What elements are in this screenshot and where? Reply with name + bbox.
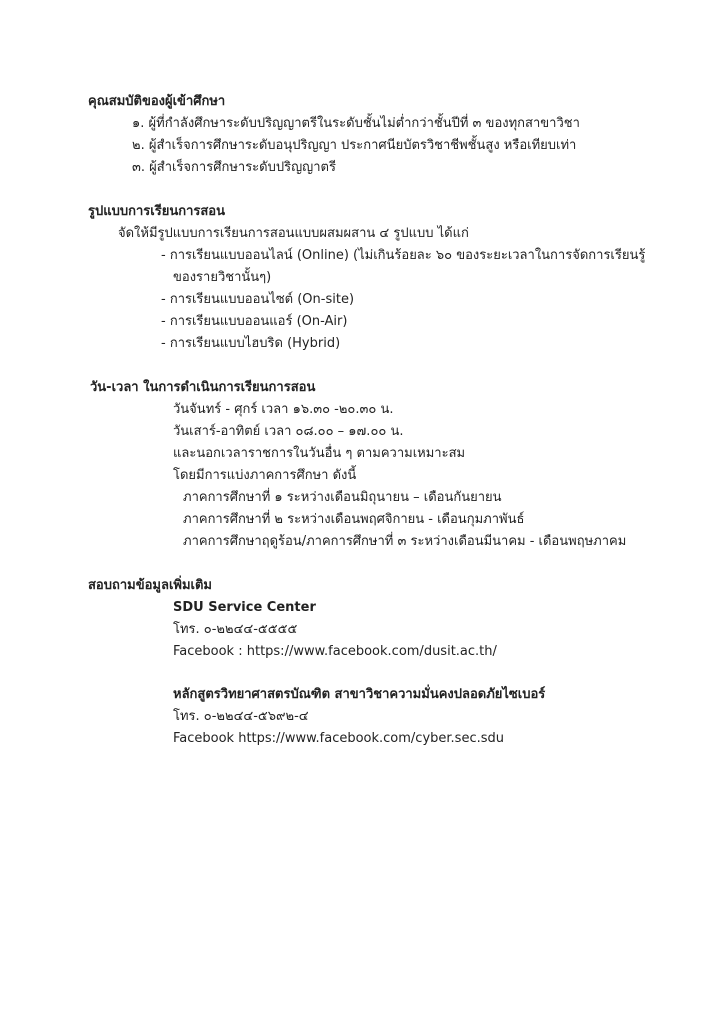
qualifications-heading: คุณสมบัติของผู้เข้าศึกษา	[88, 94, 226, 109]
teaching-format-item: - การเรียนแบบออนไลน์ (Online) (ไม่เกินร้อยละ ๖๐ ของระยะเวลาในการจัดการเรียนรู้	[161, 248, 646, 263]
teaching-format-heading: รูปแบบการเรียนการสอน	[88, 204, 225, 219]
qualification-item: ๑. ผู้ที่กำลังศึกษาระดับปริญญาตรีในระดับชั้นไม่ต่ำกว่าชั้นปีที่ ๓ ของทุกสาขาวิชา	[132, 116, 580, 131]
teaching-format-item-continuation: ของรายวิชานั้นๆ)	[173, 270, 272, 285]
qualification-item: ๓. ผู้สำเร็จการศึกษาระดับปริญญาตรี	[132, 160, 336, 175]
schedule-heading: วัน-เวลา ในการดำเนินการเรียนการสอน	[90, 380, 316, 395]
service-center-facebook-link[interactable]: Facebook : https://www.facebook.com/dusit.ac.th/	[173, 644, 497, 659]
qualification-item: ๒. ผู้สำเร็จการศึกษาระดับอนุปริญญา ประกาศนียบัตรวิชาชีพชั้นสูง หรือเทียบเท่า	[132, 138, 577, 153]
schedule-line: วันเสาร์-อาทิตย์ เวลา ๐๘.๐๐ – ๑๗.๐๐ น.	[173, 424, 404, 439]
teaching-format-item: - การเรียนแบบไฮบริด (Hybrid)	[161, 336, 341, 351]
service-center-phone: โทร. ๐-๒๒๔๔-๕๕๕๕	[173, 622, 298, 637]
teaching-format-item: - การเรียนแบบออนไซต์ (On-site)	[161, 292, 355, 307]
semester-line: ภาคการศึกษาฤดูร้อน/ภาคการศึกษาที่ ๓ ระหว่างเดือนมีนาคม - เดือนพฤษภาคม	[183, 534, 627, 549]
schedule-line: และนอกเวลาราชการในวันอื่น ๆ ตามความเหมาะสม	[173, 446, 466, 461]
service-center-name: SDU Service Center	[173, 600, 316, 615]
teaching-format-intro: จัดให้มีรูปแบบการเรียนการสอนแบบผสมผสาน ๔ รูปแบบ ได้แก่	[118, 226, 469, 241]
semester-line: ภาคการศึกษาที่ ๒ ระหว่างเดือนพฤศจิกายน - เดือนกุมภาพันธ์	[183, 512, 525, 527]
program-name: หลักสูตรวิทยาศาสตรบัณฑิต สาขาวิชาความมั่นคงปลอดภัยไซเบอร์	[173, 687, 546, 702]
schedule-line: โดยมีการแบ่งภาคการศึกษา ดังนี้	[173, 468, 357, 483]
semester-line: ภาคการศึกษาที่ ๑ ระหว่างเดือนมิถุนายน – เดือนกันยายน	[183, 490, 502, 505]
program-facebook-link[interactable]: Facebook https://www.facebook.com/cyber.sec.sdu	[173, 731, 504, 746]
teaching-format-item: - การเรียนแบบออนแอร์ (On-Air)	[161, 314, 348, 329]
program-phone: โทร. ๐-๒๒๔๔-๕๖๙๒-๔	[173, 709, 309, 724]
contact-heading: สอบถามข้อมูลเพิ่มเติม	[88, 578, 213, 593]
schedule-line: วันจันทร์ - ศุกร์ เวลา ๑๖.๓๐ -๒๐.๓๐ น.	[173, 402, 394, 417]
